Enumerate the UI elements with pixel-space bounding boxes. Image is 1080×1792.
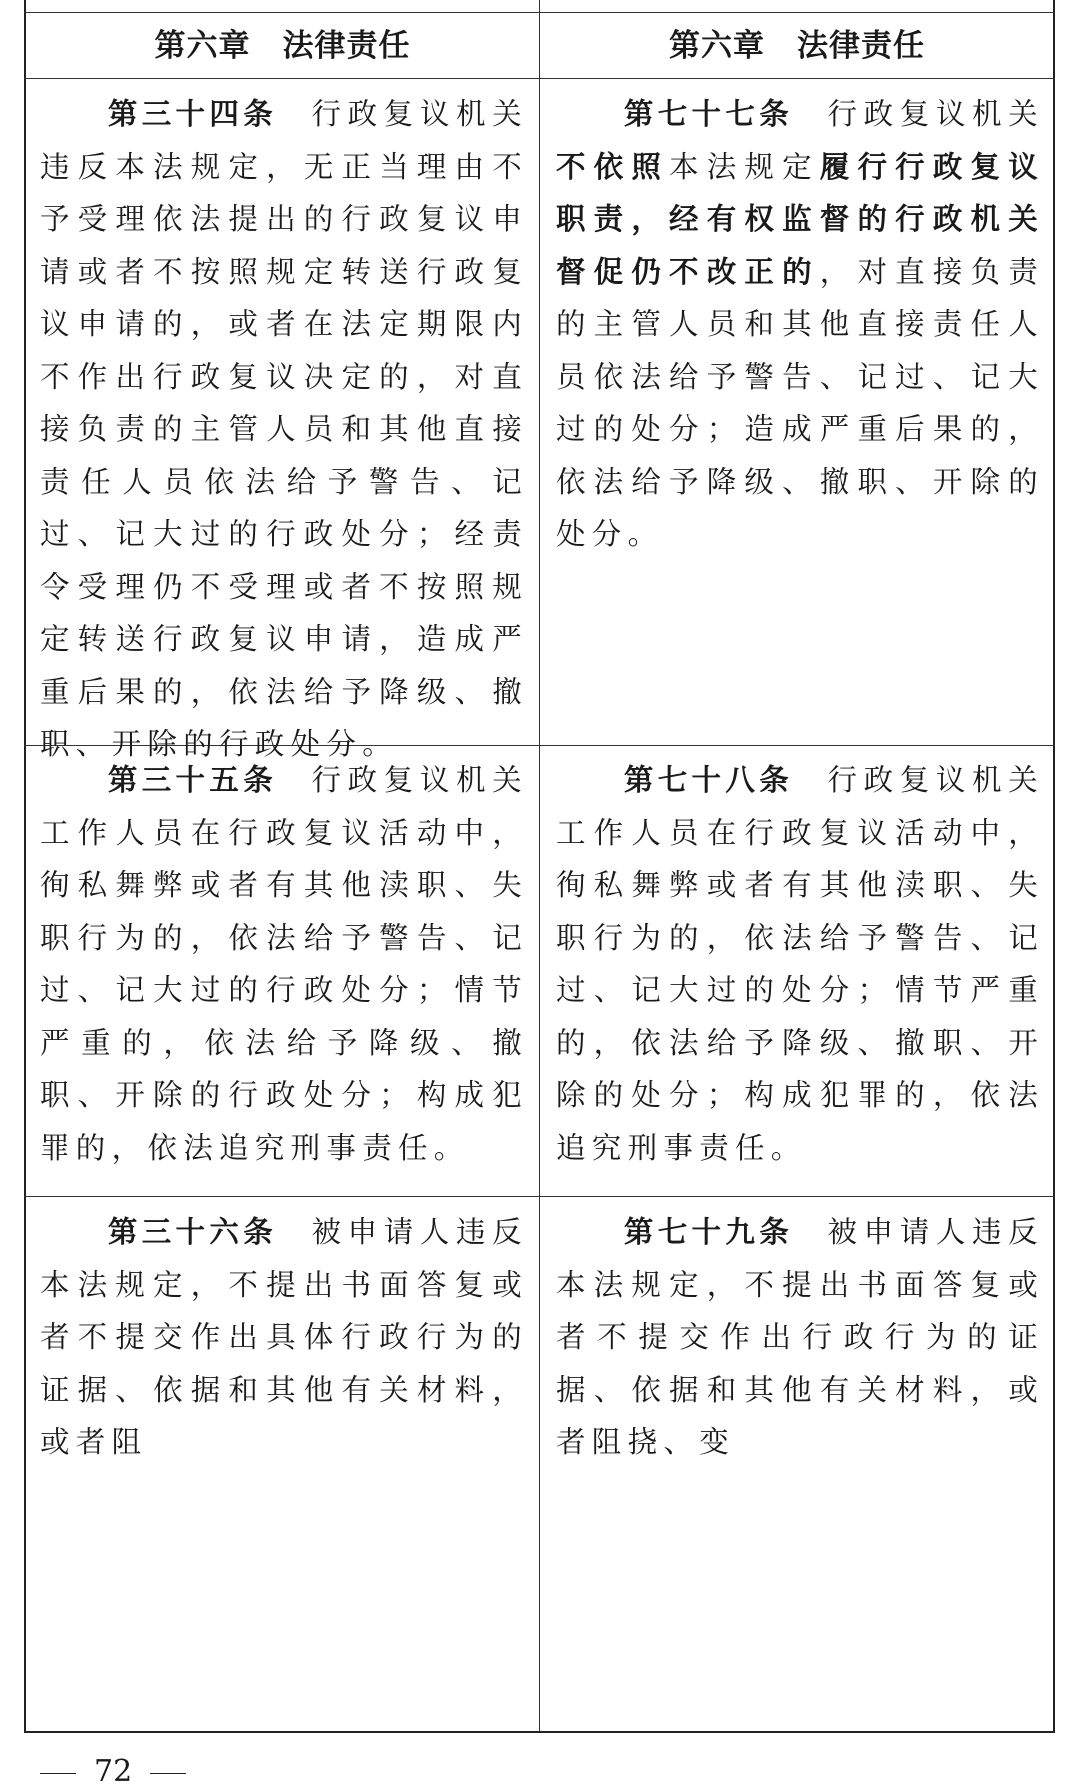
article-text: 行政复议机关违反本法规定，无正当理由不予受理依法提出的行政复议申请或者不按照规定转送行政复议申请的，或者在法定期限内不作出行政复议决定的，对直接负责的主管人员和其他直接责任人员依法给予警告、记过、记大过的行政处分；经责令受理仍不受理或者不按照规定转送行政复议申请，造成严重后果的，依法给予降级、撤职、开除的行政处分。 [40,97,528,761]
left-column-title: 第六章 法律责任 [154,28,411,64]
footer-dash-left [40,1773,76,1774]
header-divider [24,78,1055,79]
old-article-34 [40,88,528,771]
row-divider-2 [24,1196,1055,1197]
article-text: 行政复议机关工作人员在行政复议活动中，徇私舞弊或者有其他渎职、失职行为的，依法给予警告、记过、记大过的处分；情节严重的，依法给予降级、撤职、开除的处分；构成犯罪的，依法追究刑事责任。 [556,763,1044,1165]
column-divider [539,0,540,1731]
new-article-78 [556,754,1044,1174]
article-text: 本法规定 [669,149,820,184]
article-paragraph [556,88,1044,561]
old-article-35 [40,754,528,1174]
article-text: 行政复议机关工作人员在行政复议活动中，徇私舞弊或者有其他渎职、失职行为的，依法给予警告、记过、记大过的行政处分；情节严重的，依法给予降级、撤职、开除的行政处分；构成犯罪的，依法追究刑事责任。 [40,763,528,1165]
article-text: 行政复议机关 [827,97,1044,131]
article-text: ，对直接负责的主管人员和其他直接责任人员依法给予警告、记过、记大过的处分；造成严重后果的，依法给予降级、撤职、开除的处分。 [556,254,1044,551]
article-paragraph [40,1206,528,1469]
article-paragraph [40,88,528,771]
article-paragraph [556,754,1044,1174]
article-text: 被申请人违反本法规定，不提出书面答复或者不提交作出行政行为的证据、依据和其他有关材料，或者阻挠、变 [556,1215,1044,1459]
article-text: 被申请人违反本法规定，不提出书面答复或者不提交作出具体行政行为的证据、依据和其他有关材料，或者阻 [40,1215,528,1459]
article-number: 第三十五条 [107,763,278,797]
new-article-79 [556,1206,1044,1469]
right-column-title: 第六章 法律责任 [669,28,925,64]
table-bottom-rule [24,1731,1055,1733]
new-article-77 [556,88,1044,561]
page-footer [40,1752,186,1792]
page-number: 72 [94,1754,133,1789]
article-number: 第七十九条 [623,1215,794,1249]
article-number: 第七十八条 [623,763,794,797]
amended-text: 不依照 [556,149,670,184]
article-number: 第三十六条 [107,1215,278,1249]
article-paragraph [556,1206,1044,1469]
old-article-36 [40,1206,528,1469]
article-paragraph [40,754,528,1174]
footer-dash-right [150,1773,186,1774]
amended-text: 履行行政复议职责，经有权监督的行政机关督促仍不改正的 [556,149,1044,289]
article-number: 第三十四条 [107,97,278,131]
article-number: 第七十七条 [623,97,794,131]
